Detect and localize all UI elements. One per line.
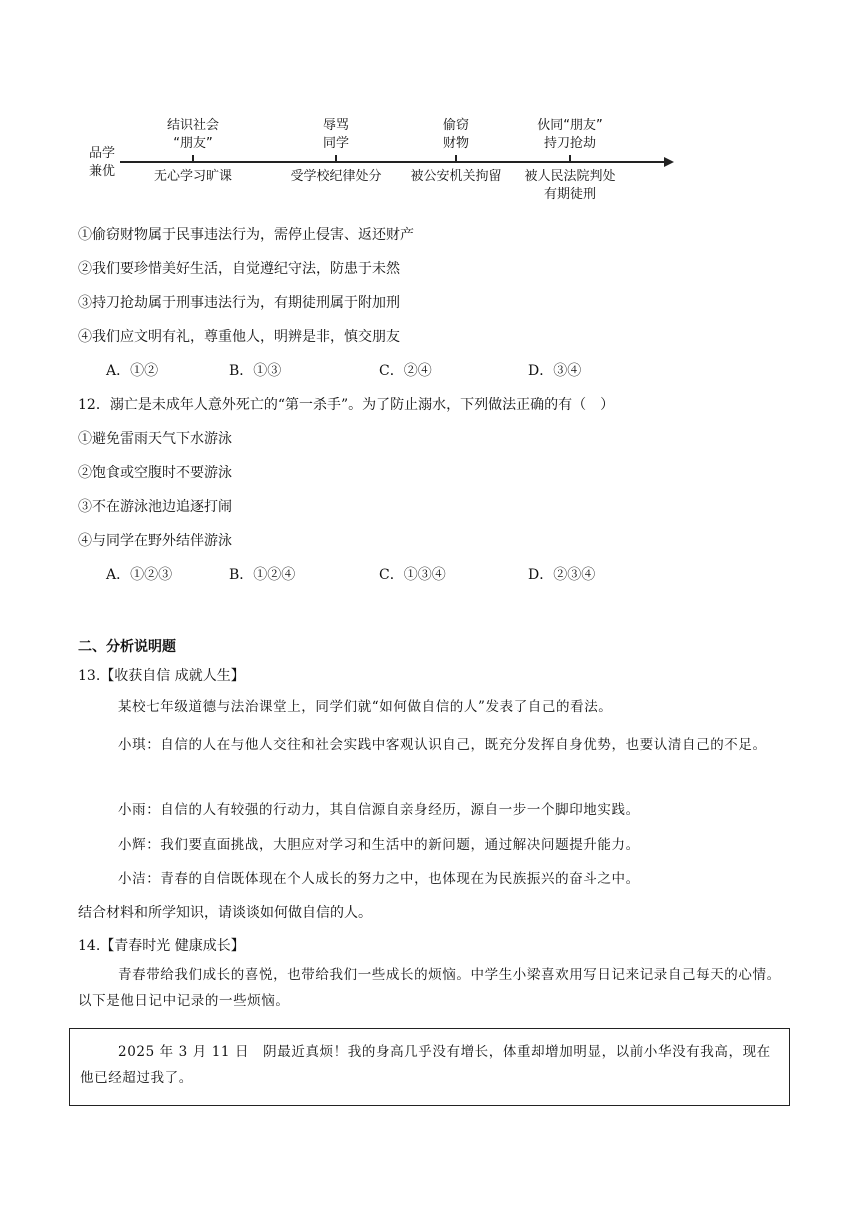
q14-title: 14.【青春时光 健康成长】	[78, 938, 245, 954]
q12-stem: 12．溺亡是未成年人意外死亡的“第一杀手”。为了防止溺水，下列做法正确的有（ ）	[78, 397, 615, 413]
timeline-event-above: 伙同“朋友” 持刀抢劫	[537, 118, 603, 151]
q12-option-d[interactable]: D．②③④	[528, 567, 596, 583]
q11-statement: ③持刀抢劫属于刑事违法行为，有期徒刑属于附加刑	[78, 295, 400, 311]
timeline-event-below: 被人民法院判处 有期徒刑	[524, 169, 616, 202]
q12-statement: ①避免雷雨天气下水游泳	[78, 431, 232, 447]
q13-paragraph: 小辉：我们要直面挑战，大胆应对学习和生活中的新问题，通过解决问题提升能力。	[118, 837, 640, 853]
q11-option-b[interactable]: B．①③	[229, 363, 282, 379]
timeline-event-above: 结识社会 “朋友”	[166, 118, 219, 151]
q13-title: 13.【收获自信 成就人生】	[78, 668, 245, 684]
q13-paragraph: 小洁：青春的自信既体现在个人成长的努力之中，也体现在为民族振兴的奋斗之中。	[118, 871, 640, 887]
q12-option-a[interactable]: A．①②③	[106, 567, 173, 583]
q11-option-d[interactable]: D．③④	[528, 363, 582, 379]
q11-statement: ④我们应文明有礼，尊重他人，明辨是非，慎交朋友	[78, 329, 400, 345]
timeline-event-below: 被公安机关拘留	[410, 169, 502, 184]
q12-statement: ②饱食或空腹时不要游泳	[78, 465, 232, 481]
q14-intro: 青春带给我们成长的喜悦，也带给我们一些成长的烦恼。中学生小梁喜欢用写日记来记录自己每天的心情。以下是他日记中记录的一些烦恼。	[78, 967, 781, 1009]
q12-statement: ④与同学在野外结伴游泳	[78, 533, 232, 549]
diary-box	[69, 1028, 790, 1106]
timeline-event-above: 辱骂 同学	[322, 118, 349, 151]
q13-paragraph: 小琪：自信的人在与他人交往和社会实践中客观认识自己，既充分发挥自身优势，也要认清自己的不足。	[118, 737, 767, 753]
section-title: 二、分析说明题	[78, 639, 176, 655]
q11-option-a[interactable]: A．①②	[106, 363, 159, 379]
timeline-event-above: 偷窃 财物	[442, 118, 469, 151]
q13-question: 结合材料和所学知识，请谈谈如何做自信的人。	[78, 905, 372, 921]
timeline-event-below: 无心学习旷课	[153, 169, 232, 184]
q13-intro: 某校七年级道德与法治课堂上，同学们就“如何做自信的人”发表了自己的看法。	[118, 699, 613, 715]
diary-text: 2025 年 3 月 11 日 阴最近真烦！我的身高几乎没有增长，体重却增加明显，以前小华没有我高，现在他已经超过我了。	[80, 1044, 771, 1086]
q13-paragraph: 小雨：自信的人有较强的行动力，其自信源自亲身经历，源自一步一个脚印地实践。	[118, 802, 640, 818]
q12-option-c[interactable]: C．①③④	[379, 567, 446, 583]
q11-option-c[interactable]: C．②④	[379, 363, 432, 379]
q12-statement: ③不在游泳池边追逐打闹	[78, 499, 232, 515]
timeline-event-below: 受学校纪律处分	[290, 169, 382, 184]
q11-statement: ②我们要珍惜美好生活，自觉遵纪守法，防患于未然	[78, 261, 400, 277]
timeline-start-label: 品学 兼优	[88, 146, 115, 179]
q11-statement: ①偷窃财物属于民事违法行为，需停止侵害、返还财产	[78, 227, 414, 243]
q12-option-b[interactable]: B．①②④	[229, 567, 296, 583]
